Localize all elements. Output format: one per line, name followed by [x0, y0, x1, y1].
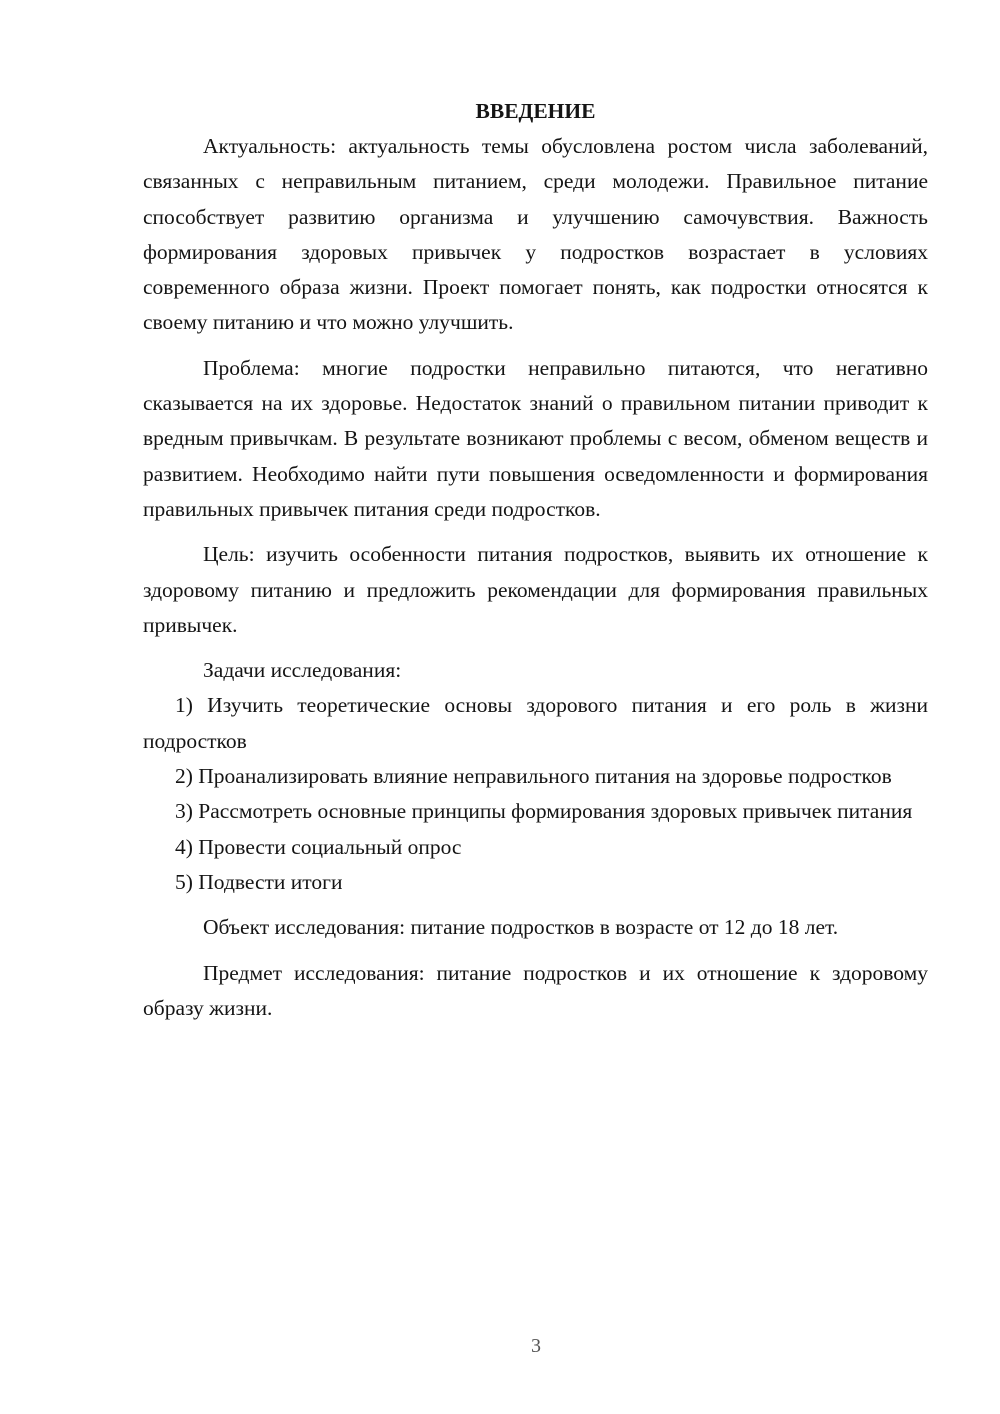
task-item-2: 2) Проанализировать влияние неправильного питания на здоровье подростков — [175, 764, 892, 789]
page-number: 3 — [531, 1335, 541, 1357]
tasks-heading: Задачи исследования: — [203, 658, 402, 683]
page-title: ВВЕДЕНИЕ — [475, 99, 596, 123]
task-item-1: 1) Изучить теоретические основы здорового питания и его роль в жизни подростков — [143, 693, 928, 753]
relevance-paragraph: Актуальность: актуальность темы обусловлена ростом числа заболеваний, связанных с неправильным питанием, среди молодежи. Правильное питание способствует развитию организма и улучшению самочувствия. Важность формирования здоровых привычек у подростков возрастает в условиях современного образа жизни. Проект помогает понять, как подростки относятся к своему питанию и что можно улучшить. — [143, 134, 928, 335]
goal-paragraph: Цель: изучить особенности питания подростков, выявить их отношение к здоровому питанию и предложить рекомендации для формирования правильных привычек. — [143, 542, 928, 637]
object-paragraph: Объект исследования: питание подростков в возрасте от 12 до 18 лет. — [203, 915, 839, 940]
task-item-3: 3) Рассмотреть основные принципы формирования здоровых привычек питания — [175, 799, 913, 824]
task-item-4: 4) Провести социальный опрос — [175, 834, 462, 859]
problem-paragraph: Проблема: многие подростки неправильно питаются, что негативно сказывается на их здоровье. Недостаток знаний о правильном питании приводит к вредным привычкам. В результате возникают проблемы с весом, обменом веществ и развитием. Необходимо найти пути повышения осведомленности и формирования правильных привычек питания среди подростков. — [143, 355, 928, 521]
subject-paragraph: Предмет исследования: питание подростков и их отношение к здоровому образу жизни. — [143, 960, 928, 1020]
page-content — [143, 96, 928, 1026]
task-item-5: 5) Подвести итоги — [175, 869, 343, 894]
